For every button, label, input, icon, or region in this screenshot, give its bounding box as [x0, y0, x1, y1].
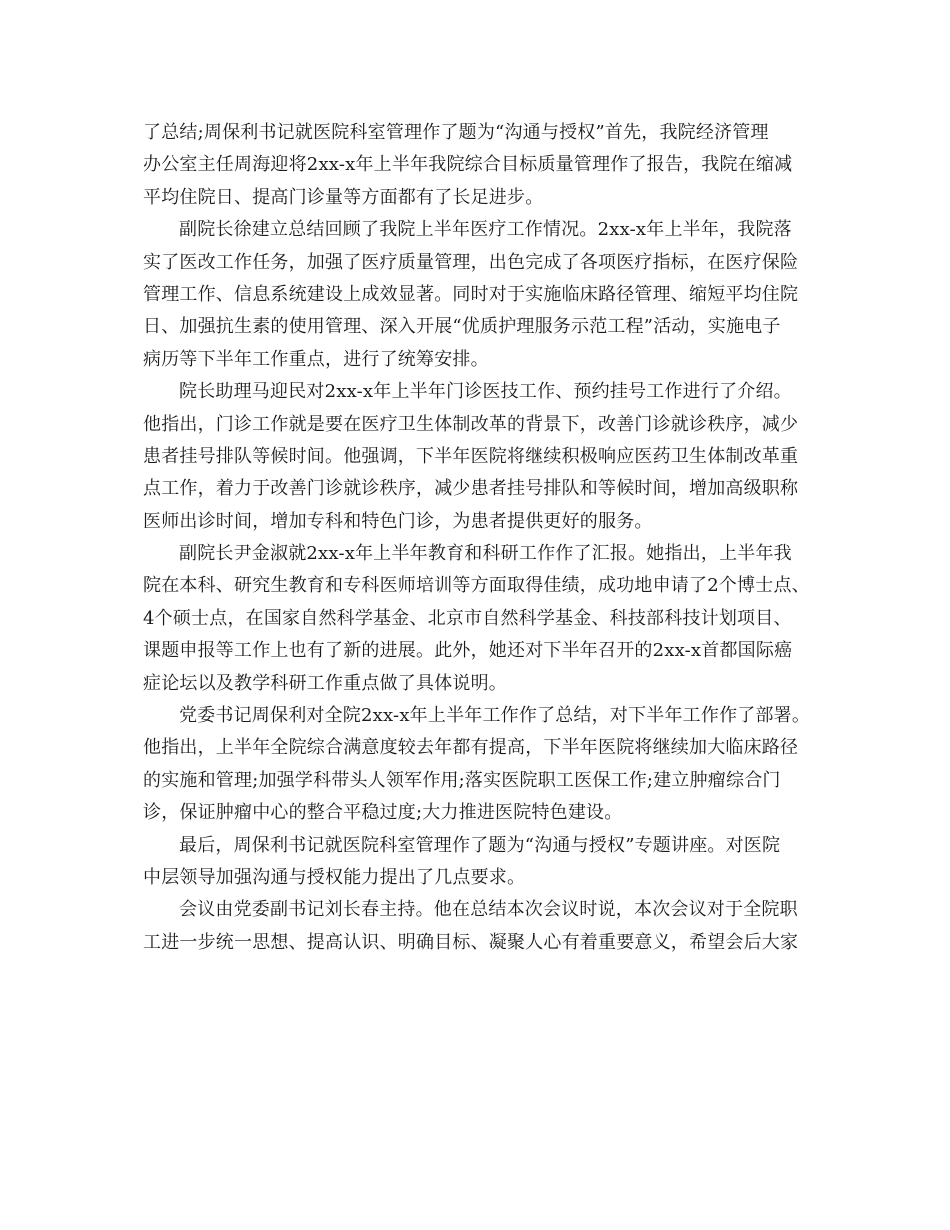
text-line: 病历等下半年工作重点，进行了统筹安排。 — [143, 348, 489, 370]
text-line: 症论坛以及教学科研工作重点做了具体说明。 — [143, 672, 507, 694]
text-line: 的实施和管理;加强学科带头人领军作用;落实医院职工医保工作;建立肿瘤综合门 — [143, 769, 781, 791]
text-line: 他指出，上半年全院综合满意度较去年都有提高，下半年医院将继续加大临床路径 — [143, 737, 799, 759]
paragraph — [143, 214, 823, 376]
paragraph — [143, 117, 823, 214]
paragraph — [143, 894, 823, 959]
text-line: 平均住院日、提高门诊量等方面都有了长足进步。 — [143, 186, 544, 208]
text-line: 医师出诊时间，增加专科和特色门诊，为患者提供更好的服务。 — [143, 510, 653, 532]
text-line: 院在本科、研究生教育和专科医师培训等方面取得佳绩，成功地申请了2个博士点、 — [143, 575, 810, 597]
text-line: 管理工作、信息系统建设上成效显著。同时对于实施临床路径管理、缩短平均住院 — [143, 283, 799, 305]
text-line: 副院长尹金淑就2xx-x年上半年教育和科研工作作了汇报。她指出，上半年我 — [179, 543, 792, 565]
paragraph — [143, 538, 823, 700]
text-line: 会议由党委副书记刘长春主持。他在总结本次会议时说，本次会议对于全院职 — [179, 899, 798, 921]
text-line: 点工作，着力于改善门诊就诊秩序，减少患者挂号排队和等候时间，增加高级职称 — [143, 478, 799, 500]
text-line: 中层领导加强沟通与授权能力提出了几点要求。 — [143, 866, 526, 888]
paragraph — [143, 700, 823, 830]
document-body — [143, 117, 823, 959]
text-line: 办公室主任周海迎将2xx-x年上半年我院综合目标质量管理作了报告，我院在缩减 — [143, 154, 793, 176]
paragraph — [143, 830, 823, 895]
text-line: 党委书记周保利对全院2xx-x年上半年工作作了总结，对下半年工作作了部署。 — [179, 705, 811, 727]
text-line: 日、加强抗生素的使用管理、深入开展“优质护理服务示范工程”活动，实施电子 — [143, 316, 781, 338]
text-line: 院长助理马迎民对2xx-x年上半年门诊医技工作、预约挂号工作进行了介绍。 — [179, 381, 792, 403]
text-line: 4个硕士点，在国家自然科学基金、北京市自然科学基金、科技部科技计划项目、 — [143, 607, 792, 629]
text-line: 患者挂号排队等候时间。他强调，下半年医院将继续积极响应医药卫生体制改革重 — [143, 445, 799, 467]
text-line: 实了医改工作任务，加强了医疗质量管理，出色完成了各项医疗指标，在医疗保险 — [143, 251, 799, 273]
text-line: 了总结;周保利书记就医院科室管理作了题为“沟通与授权”首先，我院经济管理 — [143, 122, 769, 143]
text-line: 最后，周保利书记就医院科室管理作了题为“沟通与授权”专题讲座。对医院 — [179, 834, 781, 856]
paragraph — [143, 376, 823, 538]
text-line: 诊，保证肿瘤中心的整合平稳过度;大力推进医院特色建设。 — [143, 802, 623, 824]
text-line: 他指出，门诊工作就是要在医疗卫生体制改革的背景下，改善门诊就诊秩序，减少 — [143, 413, 799, 435]
text-line: 副院长徐建立总结回顾了我院上半年医疗工作情况。2xx-x年上半年，我院落 — [179, 219, 792, 241]
text-line: 工进一步统一思想、提高认识、明确目标、凝聚人心有着重要意义，希望会后大家 — [143, 931, 799, 953]
text-line: 课题申报等工作上也有了新的进展。此外，她还对下半年召开的2xx-x首都国际癌 — [143, 640, 793, 662]
